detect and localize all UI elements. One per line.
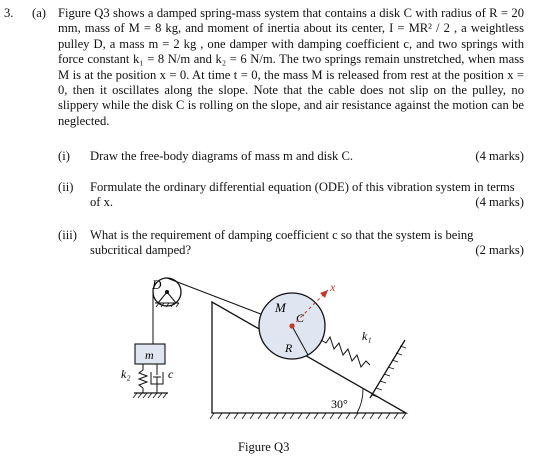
subquestion-marks: (4 marks) <box>475 195 524 210</box>
wall-hatch <box>372 346 406 397</box>
question-number: 3. <box>4 6 14 20</box>
subquestion-marks: (2 marks) <box>475 243 524 258</box>
spring-k2 <box>139 370 147 388</box>
ground-hatch <box>210 413 406 419</box>
disk-center-label: C <box>296 311 305 325</box>
wall <box>370 340 405 398</box>
figure-caption: Figure Q3 <box>238 440 290 454</box>
pulley-label: D <box>152 277 162 292</box>
subquestion-text: Draw the free-body diagrams of mass m and disk C. <box>90 149 354 163</box>
subquestion-marks: (4 marks) <box>475 149 524 163</box>
angle-label: 30° <box>331 397 348 411</box>
hanging-mass-label: m <box>145 348 154 362</box>
subquestion-number: (ii) <box>58 180 74 194</box>
spring-k1-label: k₁ <box>362 329 372 343</box>
ground-hatch-left <box>133 393 167 398</box>
subquestion-number: (iii) <box>58 228 77 242</box>
damper-label: c <box>168 367 174 381</box>
x-arrowhead <box>320 290 328 298</box>
subquestion-text: What is the requirement of damping coefficient c so that the system is being subcritical damped? <box>90 228 474 258</box>
disk-mass-label: M <box>275 300 286 315</box>
subquestion-text: Formulate the ordinary differential equation (ODE) of this vibration system in terms of x. <box>90 180 515 210</box>
spring-k2-label: k₂ <box>121 367 131 381</box>
part-label: (a) <box>32 6 46 20</box>
x-label: x <box>330 280 336 294</box>
radius-label: R <box>285 341 293 355</box>
problem-statement: Figure Q3 shows a damped spring-mass system that contains a disk C with radius of R = 20 mm, mass of M = 8 kg, and moment of inertia about its center, I = MR² / 2 , a weightless pulley D, a mass m = 2 kg , one damper with damping coefficient c, and two springs with force constant k₁ = 8 N/m and k₂ = 6 N/m. The two springs remain unstretched, when mass M is at the position x = 0. At time t = 0, the mass M is released from rest at the position x = 0, then it oscillates along the slope. Note that the cable does not slip on the pulley, no slippery while the disk C is rolling on the slope, and air resistance against the motion can be neglected. <box>58 6 524 128</box>
subquestion-number: (i) <box>58 149 70 163</box>
